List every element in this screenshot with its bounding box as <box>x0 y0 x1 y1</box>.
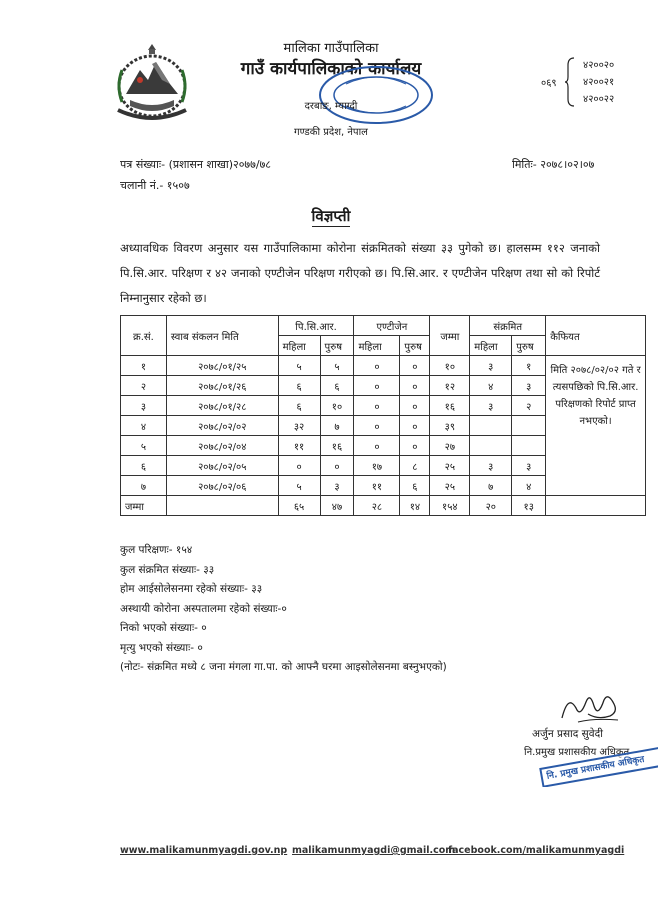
cell-pcr-female: ६ <box>278 376 320 396</box>
cell-antigen-male: ० <box>400 436 430 456</box>
office-title: गाउँ कार्यपालिकाको कार्यालय <box>240 59 422 79</box>
cell-infected-female-total: २० <box>470 496 512 516</box>
cell-antigen-male: ० <box>400 376 430 396</box>
summary-recovered: निको भएको संख्याः- ० <box>120 622 207 634</box>
cell-pcr-female: ३२ <box>278 416 320 436</box>
header-antigen-male: पुरुष <box>400 336 430 356</box>
cell-date: २०७८/०१/२८ <box>166 396 278 416</box>
cell-infected-male: १ <box>512 356 546 376</box>
cell-date: २०७८/०२/०६ <box>166 476 278 496</box>
cell-empty <box>166 496 278 516</box>
cell-infected-female: ३ <box>470 456 512 476</box>
cell-antigen-female-total: २८ <box>354 496 400 516</box>
cell-infected-male <box>512 416 546 436</box>
cell-sn: १ <box>121 356 167 376</box>
office-address: दरबाङ, म्याग्दी <box>304 101 358 112</box>
cell-pcr-female: ६ <box>278 396 320 416</box>
letter-date: मितिः- २०७८।०२।०७ <box>512 158 595 171</box>
cell-date: २०७८/०१/२६ <box>166 376 278 396</box>
footer-website-link[interactable]: www.malikamunmyagdi.gov.np <box>120 845 288 856</box>
cell-antigen-male: ० <box>400 416 430 436</box>
cell-sn: ६ <box>121 456 167 476</box>
cell-pcr-male: ६ <box>320 376 354 396</box>
summary-note: (नोटः- संक्रमित मध्ये ८ जना मंगला गा.पा. को आफ्नै घरमा आइसोलेसनमा बस्नुभएको) <box>120 661 447 673</box>
phone-number: ४२००२२ <box>583 94 615 105</box>
cell-sn: ७ <box>121 476 167 496</box>
cell-date: २०७८/०२/०५ <box>166 456 278 476</box>
signer-role: नि.प्रमुख प्रशासकीय अधिकृत <box>524 747 630 758</box>
summary-temporary-hospital: अस्थायी कोरोना अस्पतालमा रहेको संख्याः-० <box>120 602 287 615</box>
cell-antigen-male: ६ <box>400 476 430 496</box>
cell-pcr-male-total: ४७ <box>320 496 354 516</box>
cell-total: ३९ <box>430 416 470 436</box>
cell-antigen-female: १७ <box>354 456 400 476</box>
cell-infected-female: ३ <box>470 356 512 376</box>
cell-sn: ३ <box>121 396 167 416</box>
cell-infected-male-total: १३ <box>512 496 546 516</box>
cell-infected-female <box>470 416 512 436</box>
cell-empty <box>546 496 646 516</box>
header-pcr-female: महिला <box>278 336 320 356</box>
cell-pcr-male: १० <box>320 396 354 416</box>
cell-sn: ५ <box>121 436 167 456</box>
cell-sn: ४ <box>121 416 167 436</box>
header-pcr: पि.सि.आर. <box>278 316 354 336</box>
header-infected-female: महिला <box>470 336 512 356</box>
summary-home-isolation: होम आईसोलेसनमा रहेको संख्याः- ३३ <box>120 583 263 595</box>
cell-pcr-female: ११ <box>278 436 320 456</box>
cell-infected-male <box>512 436 546 456</box>
cell-pcr-male: ५ <box>320 356 354 376</box>
cell-grand-total: १५४ <box>430 496 470 516</box>
notice-title <box>0 206 662 226</box>
test-results-table <box>120 315 646 516</box>
cell-date: २०७८/०२/०२ <box>166 416 278 436</box>
phone-list <box>583 57 614 108</box>
table-header-row <box>121 316 646 336</box>
cell-remarks: मिति २०७८/०२/०२ गते र त्यसपछिको पि.सि.आर. परिक्षणको रिपोर्ट प्राप्त नभएको। <box>546 356 646 496</box>
cell-total: २७ <box>430 436 470 456</box>
phone-number: ४२००२० <box>583 60 615 71</box>
table-row <box>121 356 646 376</box>
dispatch-number: चलानी नं.- १५०७ <box>120 179 190 192</box>
summary-total-infected: कुल संक्रमित संख्याः- ३३ <box>120 563 215 576</box>
cell-antigen-male: ० <box>400 356 430 376</box>
cell-total-label: जम्मा <box>121 496 167 516</box>
summary-list <box>120 541 447 678</box>
cell-infected-male: २ <box>512 396 546 416</box>
cell-pcr-female: ० <box>278 456 320 476</box>
cell-infected-male: ३ <box>512 376 546 396</box>
cell-pcr-male: ७ <box>320 416 354 436</box>
cell-total: २५ <box>430 476 470 496</box>
header-total: जम्मा <box>430 316 470 356</box>
cell-pcr-male: १६ <box>320 436 354 456</box>
cell-pcr-male: ० <box>320 456 354 476</box>
cell-infected-female <box>470 436 512 456</box>
footer-email-link[interactable]: malikamunmyagdi@gmail.com <box>292 845 456 856</box>
signature-icon <box>558 688 622 728</box>
header-antigen: एण्टीजेन <box>354 316 430 336</box>
cell-date: २०७८/०१/२५ <box>166 356 278 376</box>
header-sn: क्र.सं. <box>121 316 167 356</box>
cell-total: १६ <box>430 396 470 416</box>
cell-infected-male: ३ <box>512 456 546 476</box>
cell-pcr-female-total: ६५ <box>278 496 320 516</box>
header-infected: संक्रमित <box>470 316 546 336</box>
footer-facebook-link[interactable]: facebook.com/malikamunmyagdi <box>448 845 625 856</box>
cell-antigen-female: ० <box>354 396 400 416</box>
header-antigen-female: महिला <box>354 336 400 356</box>
cell-pcr-female: ५ <box>278 356 320 376</box>
office-round-stamp-icon <box>316 64 436 126</box>
cell-antigen-female: ० <box>354 436 400 456</box>
summary-deaths: मृत्यु भएको संख्याः- ० <box>120 641 203 654</box>
cell-antigen-male: ८ <box>400 456 430 476</box>
cell-infected-female: ३ <box>470 396 512 416</box>
letter-number: पत्र संख्याः- (प्रशासन शाखा)२०७७/७८ <box>120 158 272 171</box>
cell-antigen-female: ११ <box>354 476 400 496</box>
summary-total-tests: कुल परिक्षणः- १५४ <box>120 544 193 556</box>
cell-antigen-female: ० <box>354 376 400 396</box>
brace-icon <box>564 57 576 107</box>
phone-area-code: ०६९ <box>541 78 557 89</box>
cell-infected-female: ७ <box>470 476 512 496</box>
cell-total: १० <box>430 356 470 376</box>
cell-date: २०७८/०२/०४ <box>166 436 278 456</box>
officer-stamp <box>534 737 658 787</box>
table-total-row <box>121 496 646 516</box>
cell-pcr-female: ५ <box>278 476 320 496</box>
office-name: मालिका गाउँपालिका <box>283 41 379 56</box>
cell-sn: २ <box>121 376 167 396</box>
cell-antigen-male: ० <box>400 396 430 416</box>
cell-infected-male: ४ <box>512 476 546 496</box>
notice-paragraph: अध्यावधिक विवरण अनुसार यस गाउँपालिकामा कोरोना संक्रमितको संख्या ३३ पुगेको छ। हालसम्म ११२ जनाको पि.सि.आर. परिक्षण र ४२ जनाको एण्टीजेन परिक्षण गरीएको छ। पि.सि.आर. र एण्टीजेन परिक्षण तथा सो को रिपोर्ट निम्नानुसार रहेको छ। <box>120 241 600 305</box>
header-infected-male: पुरुष <box>512 336 546 356</box>
notice-title-text: विज्ञप्ती <box>311 207 351 225</box>
cell-antigen-male-total: १४ <box>400 496 430 516</box>
cell-antigen-female: ० <box>354 416 400 436</box>
header-swab-date: स्वाब संकलन मिति <box>166 316 278 356</box>
cell-infected-female: ४ <box>470 376 512 396</box>
office-province: गण्डकी प्रदेश, नेपाल <box>294 127 368 138</box>
cell-total: १२ <box>430 376 470 396</box>
header-pcr-male: पुरुष <box>320 336 354 356</box>
cell-pcr-male: ३ <box>320 476 354 496</box>
cell-antigen-female: ० <box>354 356 400 376</box>
signer-name: अर्जुन प्रसाद सुवेदी <box>532 728 603 740</box>
officer-stamp-text: नि. प्रमुख प्रशासकीय अधिकृत <box>539 746 658 787</box>
cell-total: २५ <box>430 456 470 476</box>
phone-number: ४२००२१ <box>583 77 615 88</box>
header-remarks: कैफियत <box>546 316 646 356</box>
